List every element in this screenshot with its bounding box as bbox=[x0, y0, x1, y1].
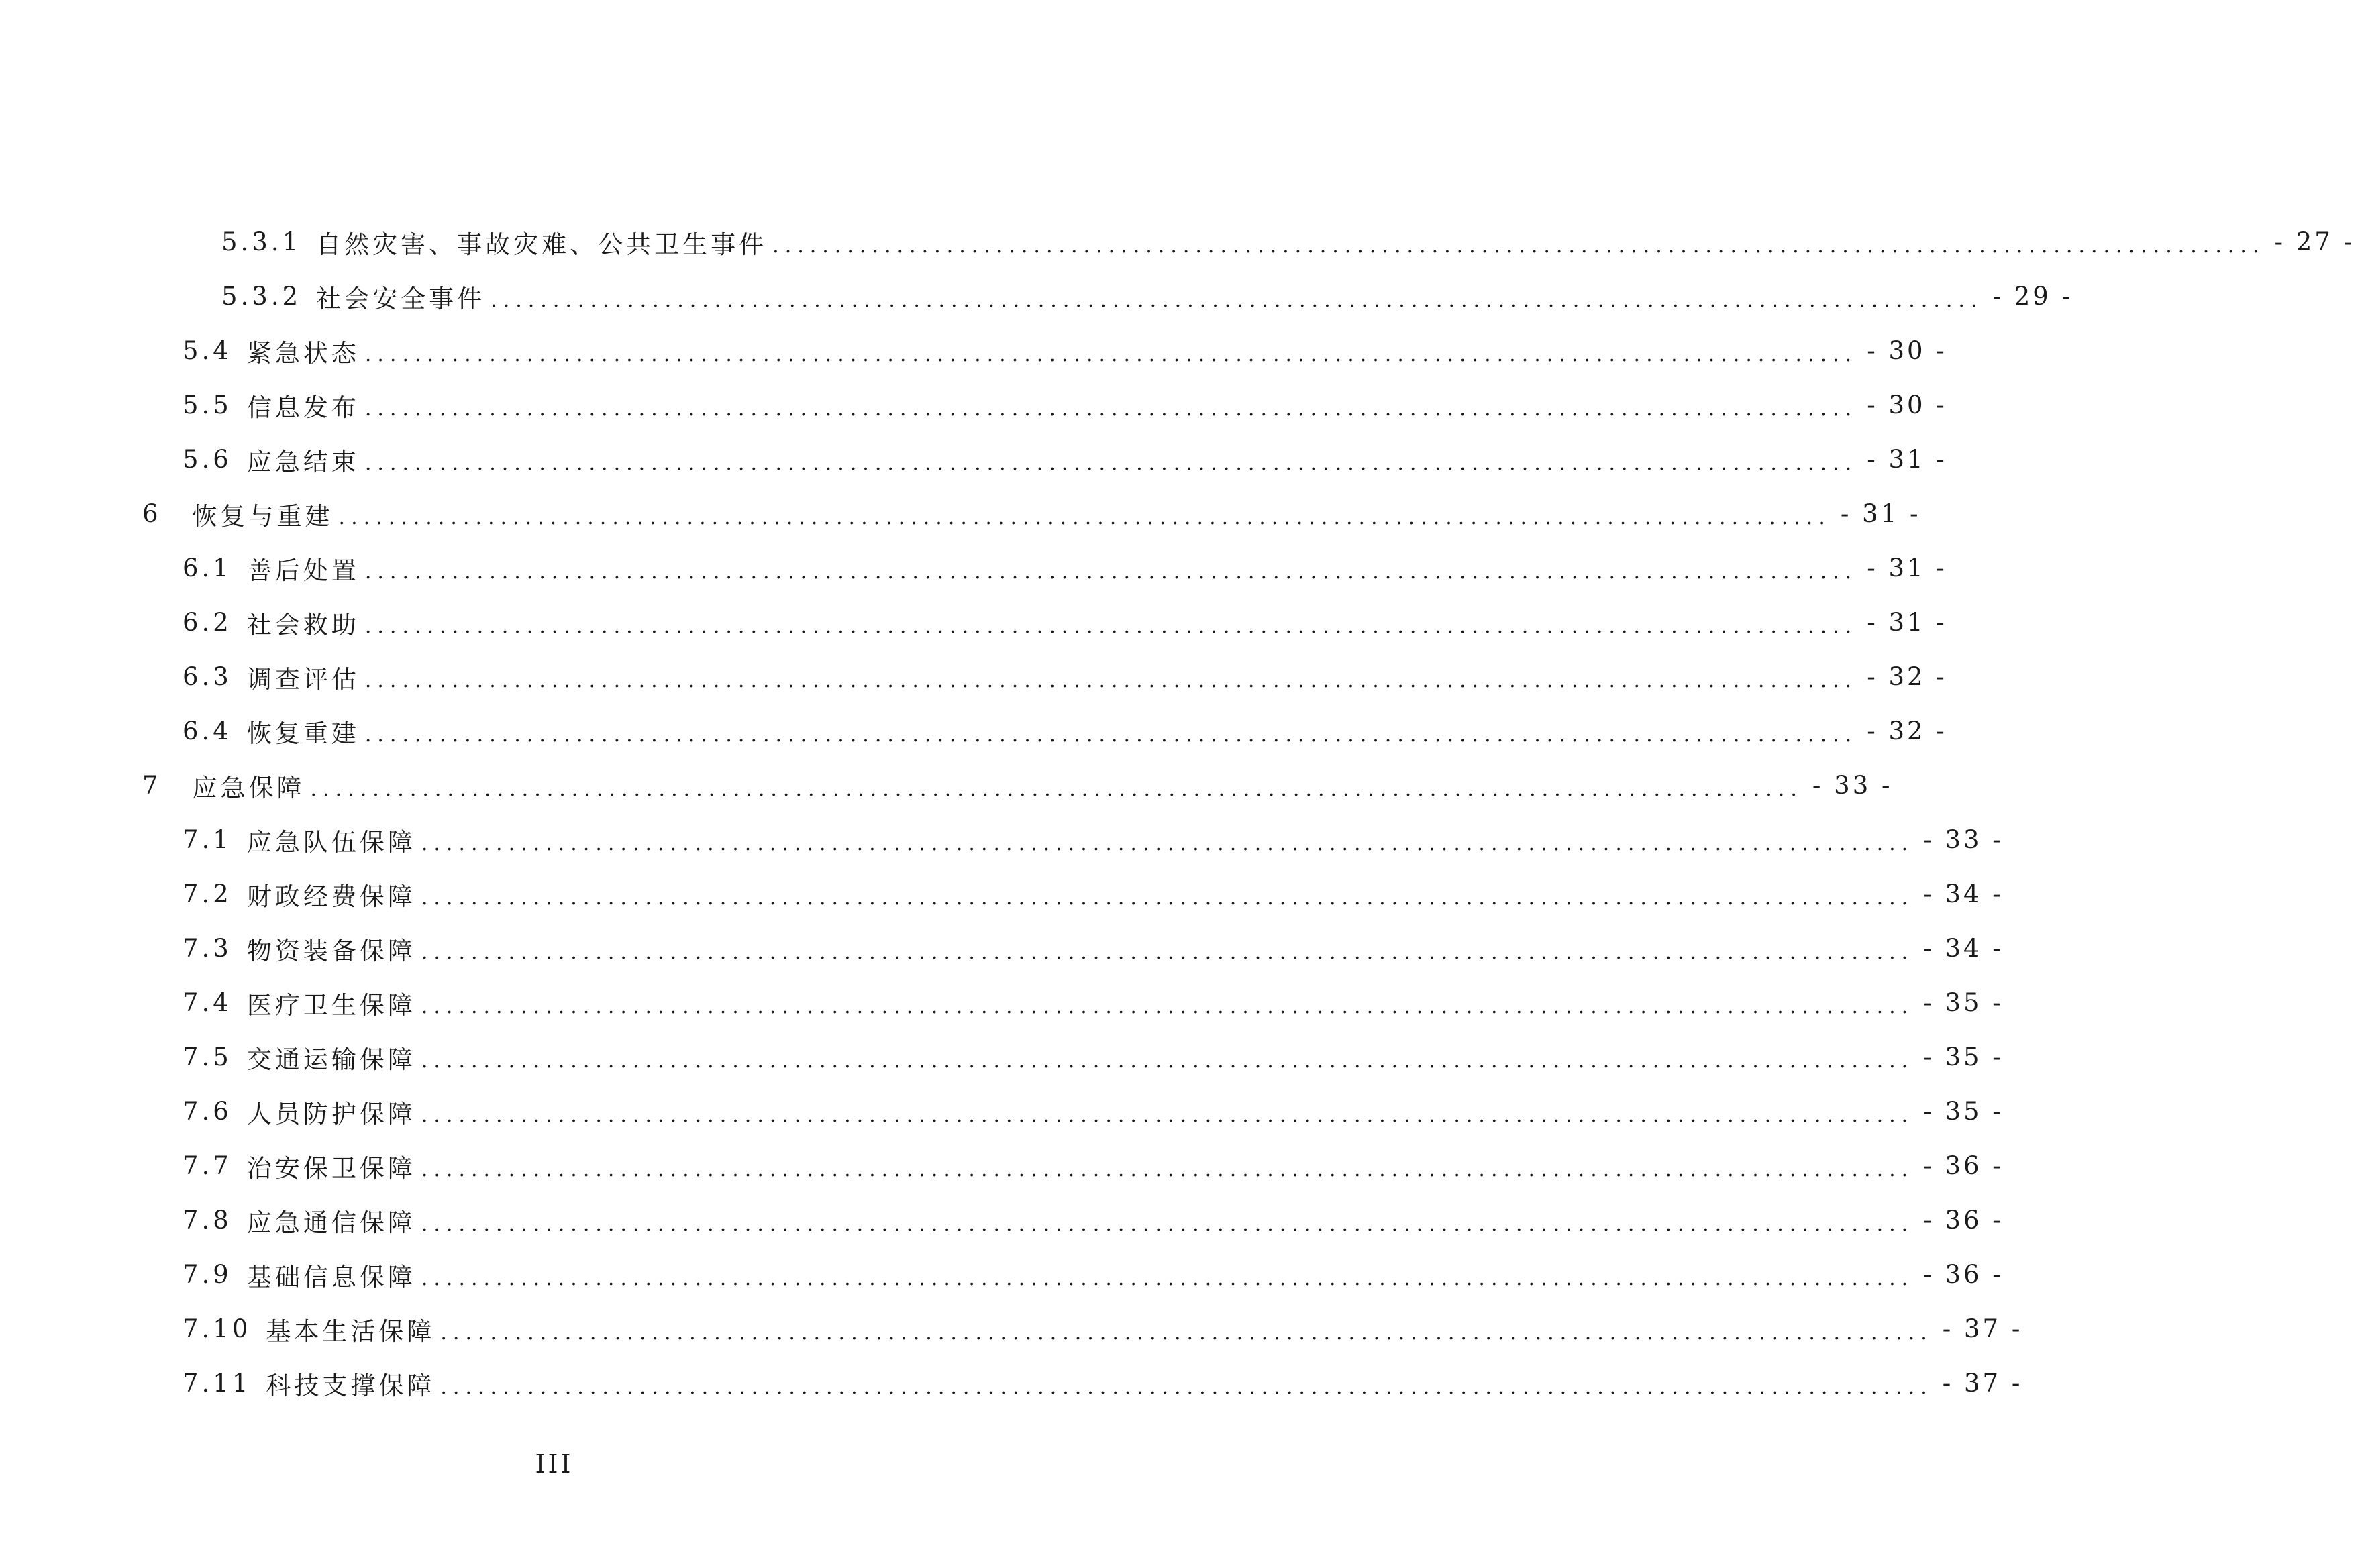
toc-entry-title: 自然灾害、事故灾难、公共卫生事件 bbox=[316, 229, 768, 259]
toc-entry-title: 应急队伍保障 bbox=[246, 827, 416, 857]
toc-entry-number: 5.3.2 bbox=[221, 282, 302, 311]
toc-entry-number: 6 bbox=[142, 499, 162, 528]
toc-entry bbox=[0, 215, 2355, 269]
toc-entry-title: 社会救助 bbox=[246, 610, 360, 639]
toc-entry-page: - 31 - bbox=[1867, 554, 1947, 582]
toc-entry-number: 7.2 bbox=[183, 880, 232, 908]
toc-entry-title: 应急结束 bbox=[246, 447, 360, 476]
toc-entry-title: 调查评估 bbox=[246, 664, 360, 694]
toc-entry-number: 5.6 bbox=[183, 445, 232, 474]
toc-entry-number: 5.3.1 bbox=[221, 227, 302, 256]
toc-entry bbox=[0, 432, 1947, 486]
dot-leader: ........................................................................................................................ bbox=[421, 1104, 1914, 1127]
toc-entry-page: - 36 - bbox=[1923, 1206, 2004, 1235]
toc-entry-number: 6.2 bbox=[183, 608, 232, 637]
toc-entry-title: 基本生活保障 bbox=[266, 1316, 435, 1346]
toc-entry-title: 信息发布 bbox=[246, 393, 360, 422]
dot-leader: ........................................................................................................................ bbox=[364, 669, 1858, 692]
toc-entry-number: 7.10 bbox=[183, 1314, 252, 1343]
dot-leader: ........................................................................................................................ bbox=[491, 289, 1984, 312]
dot-leader: ........................................................................................................................ bbox=[310, 778, 1803, 801]
toc-entry-page: - 29 - bbox=[1992, 282, 2073, 311]
toc-entry-number: 6.3 bbox=[183, 662, 232, 691]
toc-entry-page: - 33 - bbox=[1812, 771, 1893, 800]
toc-entry-title: 科技支撑保障 bbox=[266, 1371, 435, 1400]
dot-leader: ........................................................................................................................ bbox=[772, 234, 2265, 258]
dot-leader: ........................................................................................................................ bbox=[440, 1321, 1933, 1345]
toc-entry bbox=[0, 378, 1947, 432]
toc-entry-title: 应急保障 bbox=[192, 773, 305, 802]
toc-entry-number: 7.1 bbox=[183, 825, 232, 854]
toc-entry-title: 交通运输保障 bbox=[246, 1045, 416, 1074]
toc-entry bbox=[0, 1356, 2023, 1410]
toc-entry-number: 5.4 bbox=[183, 336, 232, 365]
toc-entry-title: 应急通信保障 bbox=[246, 1208, 416, 1237]
toc-entry-page: - 33 - bbox=[1923, 825, 2004, 854]
toc-entry-number: 7.8 bbox=[183, 1206, 232, 1235]
toc-entry-page: - 36 - bbox=[1923, 1260, 2004, 1289]
toc-entry-title: 恢复重建 bbox=[246, 719, 360, 748]
dot-leader: ........................................................................................................................ bbox=[364, 452, 1858, 475]
toc-entry bbox=[0, 1193, 2004, 1247]
toc-entry-number: 7.9 bbox=[183, 1260, 232, 1289]
toc-entry-page: - 36 - bbox=[1923, 1151, 2004, 1180]
toc-entry-page: - 37 - bbox=[1942, 1369, 2023, 1398]
toc-entry-page: - 35 - bbox=[1923, 988, 2004, 1017]
toc-entry bbox=[0, 649, 1947, 704]
toc-entry-number: 7 bbox=[142, 771, 162, 800]
toc-entry-title: 治安保卫保障 bbox=[246, 1153, 416, 1183]
page-number-footer: III bbox=[535, 1449, 574, 1479]
toc-entry bbox=[0, 1139, 2004, 1193]
dot-leader: ........................................................................................................................ bbox=[364, 397, 1858, 421]
toc-entry bbox=[0, 813, 2004, 867]
dot-leader: ........................................................................................................................ bbox=[364, 615, 1858, 638]
toc-entry bbox=[0, 976, 2004, 1030]
toc-entry-page: - 30 - bbox=[1867, 336, 1947, 365]
dot-leader: ........................................................................................................................ bbox=[421, 832, 1914, 855]
dot-leader: ........................................................................................................................ bbox=[421, 1049, 1914, 1073]
toc-entry-page: - 27 - bbox=[2274, 227, 2355, 256]
toc-entry-page: - 35 - bbox=[1923, 1043, 2004, 1072]
dot-leader: ........................................................................................................................ bbox=[364, 723, 1858, 747]
dot-leader: ........................................................................................................................ bbox=[440, 1375, 1933, 1399]
toc-entry-page: - 31 - bbox=[1867, 608, 1947, 637]
dot-leader: ........................................................................................................................ bbox=[364, 343, 1858, 366]
toc-entry-number: 6.4 bbox=[183, 717, 232, 745]
toc-entry bbox=[0, 269, 2073, 323]
toc-entry-title: 基础信息保障 bbox=[246, 1262, 416, 1292]
table-of-contents bbox=[0, 215, 2355, 1410]
toc-entry bbox=[0, 1084, 2004, 1139]
dot-leader: ........................................................................................................................ bbox=[421, 995, 1914, 1018]
dot-leader: ........................................................................................................................ bbox=[421, 1212, 1914, 1236]
toc-entry bbox=[0, 758, 1893, 813]
toc-entry-title: 紧急状态 bbox=[246, 338, 360, 368]
toc-entry-number: 7.7 bbox=[183, 1151, 232, 1180]
toc-entry bbox=[0, 486, 1921, 541]
toc-entry-page: - 30 - bbox=[1867, 390, 1947, 419]
dot-leader: ........................................................................................................................ bbox=[421, 941, 1914, 964]
toc-entry-page: - 32 - bbox=[1867, 717, 1947, 745]
toc-entry bbox=[0, 1247, 2004, 1302]
toc-entry bbox=[0, 867, 2004, 921]
toc-entry bbox=[0, 595, 1947, 649]
toc-entry-number: 7.3 bbox=[183, 934, 232, 963]
toc-entry-title: 人员防护保障 bbox=[246, 1099, 416, 1129]
toc-entry-page: - 34 - bbox=[1923, 934, 2004, 963]
toc-entry-page: - 37 - bbox=[1942, 1314, 2023, 1343]
toc-entry-number: 7.4 bbox=[183, 988, 232, 1017]
toc-entry-page: - 31 - bbox=[1840, 499, 1921, 528]
dot-leader: ........................................................................................................................ bbox=[338, 506, 1831, 529]
toc-entry-number: 7.5 bbox=[183, 1043, 232, 1072]
toc-entry-page: - 34 - bbox=[1923, 880, 2004, 908]
toc-entry-title: 医疗卫生保障 bbox=[246, 990, 416, 1020]
toc-entry-title: 财政经费保障 bbox=[246, 882, 416, 911]
toc-entry bbox=[0, 1030, 2004, 1084]
toc-entry-number: 6.1 bbox=[183, 554, 232, 582]
toc-entry-number: 5.5 bbox=[183, 390, 232, 419]
dot-leader: ........................................................................................................................ bbox=[421, 886, 1914, 910]
dot-leader: ........................................................................................................................ bbox=[421, 1267, 1914, 1290]
toc-entry-number: 7.11 bbox=[183, 1369, 252, 1398]
toc-entry-title: 恢复与重建 bbox=[192, 501, 333, 531]
toc-entry bbox=[0, 541, 1947, 595]
toc-entry bbox=[0, 323, 1947, 378]
toc-entry-page: - 31 - bbox=[1867, 445, 1947, 474]
toc-entry-title: 社会安全事件 bbox=[316, 284, 486, 313]
toc-entry bbox=[0, 1302, 2023, 1356]
toc-entry bbox=[0, 921, 2004, 976]
dot-leader: ........................................................................................................................ bbox=[421, 1158, 1914, 1182]
toc-entry-title: 物资装备保障 bbox=[246, 936, 416, 965]
toc-entry bbox=[0, 704, 1947, 758]
toc-entry-title: 善后处置 bbox=[246, 556, 360, 585]
toc-entry-number: 7.6 bbox=[183, 1097, 232, 1126]
dot-leader: ........................................................................................................................ bbox=[364, 560, 1858, 584]
toc-entry-page: - 35 - bbox=[1923, 1097, 2004, 1126]
toc-entry-page: - 32 - bbox=[1867, 662, 1947, 691]
